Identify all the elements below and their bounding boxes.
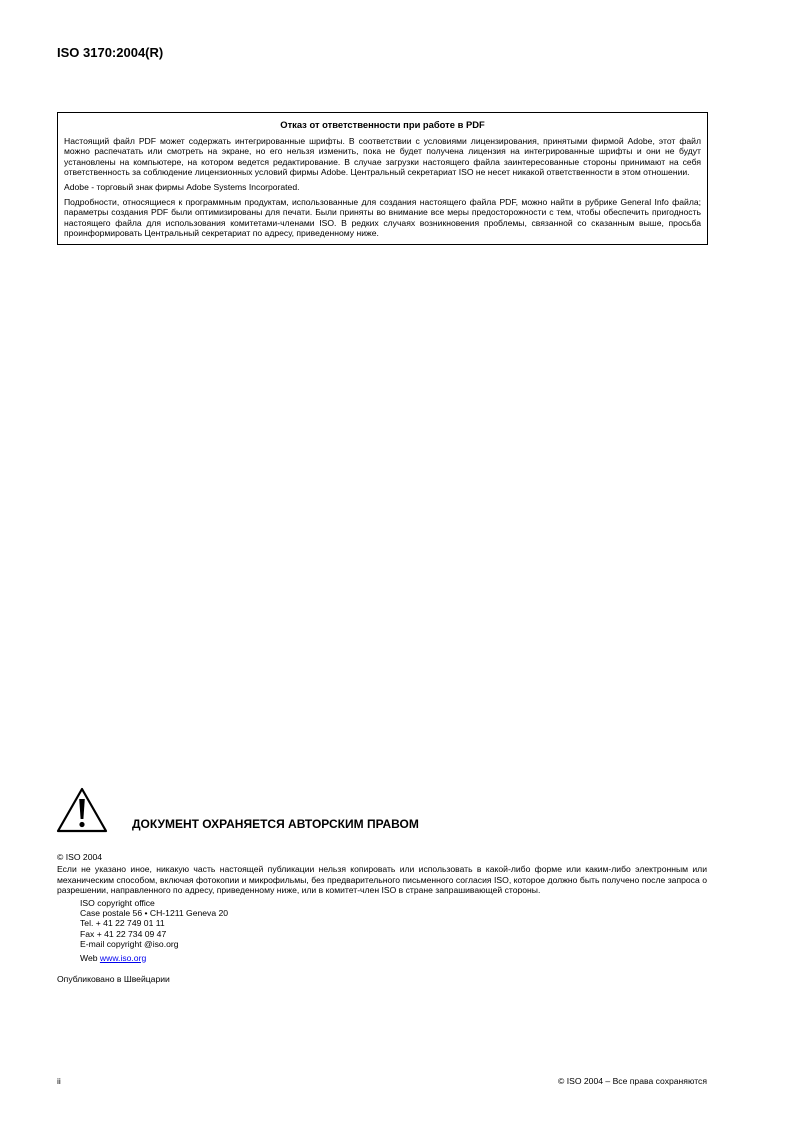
web-label: Web [80, 952, 98, 963]
address-line: Tel. + 41 22 749 01 11 [80, 918, 165, 929]
address-line: ISO copyright office [80, 897, 155, 908]
published-in: Опубликовано в Швейцарии [57, 974, 170, 985]
web-line [80, 953, 707, 963]
copyright-text: Если не указано иное, никакую часть настоящей публикации нельзя копировать или использовать в какой-либо форме или каким-либо электронным или механическим способом, включая фотокопии и микрофильмы, без предварительного письменного согласия ISO, которое должно быть получено после запроса о разрешении, направленного по адресу, приведенному ниже, или в комитет-член ISO в стране запрашивающей стороны. [57, 864, 707, 896]
copyright-notice: © ISO 2004 [57, 852, 103, 862]
warning-triangle-icon [56, 787, 108, 833]
copyright-heading: ДОКУМЕНТ ОХРАНЯЕТСЯ АВТОРСКИМ ПРАВОМ [132, 817, 419, 831]
iso-website-link[interactable]: www.iso.org [99, 952, 147, 963]
address-line: Fax + 41 22 734 09 47 [80, 928, 167, 939]
document-id: ISO 3170:2004(R) [57, 45, 164, 60]
footer-copyright: © ISO 2004 – Все права сохраняются [557, 1076, 707, 1086]
copyright-block [57, 852, 707, 984]
disclaimer-paragraph: Adobe - торговый знак фирмы Adobe Systems Incorporated. [64, 181, 300, 192]
iso-address [80, 898, 707, 963]
footer-page-number: ii [57, 1076, 61, 1086]
disclaimer-paragraph: Настоящий файл PDF может содержать интегрированные шрифты. В соответствии с условиями лицензирования, принятыми фирмой Adobe, этот файл можно распечатать или смотреть на экране, но его нельзя изменить, пока не будет получена лицензия на интегрированные шрифты и они не будут установлены на компьютере, на котором ведется редактирование. В случае загрузки настоящего файла заинтересованные стороны принимают на себя ответственность за соблюдение лицензионных условий фирмы Adobe. Центральный секретариат ISO не несет никакой ответственности в этом отношении. [64, 135, 701, 178]
address-line: Case postale 56 • CH-1211 Geneva 20 [80, 908, 229, 919]
address-line: E-mail copyright @iso.org [80, 939, 179, 950]
disclaimer-title: Отказ от ответственности при работе в PDF [280, 119, 485, 130]
pdf-disclaimer-box [57, 112, 708, 245]
disclaimer-paragraph: Подробности, относящиеся к программным продуктам, использованные для создания настоящего файла PDF, можно найти в рубрике General Info файла; параметры создания PDF были оптимизированы для печати. Были приняты во внимание все меры предосторожности с тем, чтобы обеспечить пригодность настоящего файла для использования комитетами-членами ISO. В редких случаях возникновения проблемы, связанной со сказанным выше, просьба проинформировать Центральный секретариат по адресу, приведенному ниже. [64, 196, 701, 239]
